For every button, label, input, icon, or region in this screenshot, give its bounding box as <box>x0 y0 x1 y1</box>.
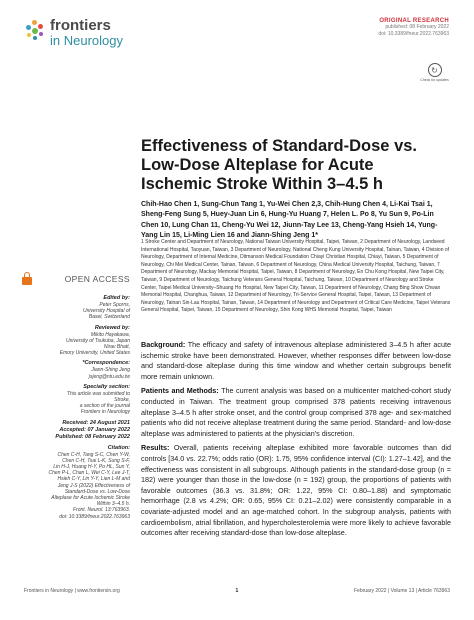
frontiers-dots-icon <box>24 20 46 42</box>
results-label: Results: <box>141 443 170 453</box>
reviewer-line: Mikito Hayakawa, <box>90 331 130 338</box>
citation-line: Chen C-H, Tsai L-K, Sung S-F, <box>62 457 130 464</box>
affiliations: 1 Stroke Center and Department of Neurology, National Taiwan University Hospital, Taipei, Taiwan, 2 Department of Neurology, Landseed International Hospital, Taoyuan, Taiwan, 3 Department of Neurology, National Cheng Kung University Hospital, Tainan, Taiwan, 4 Division of Neurology, Department of Internal Medicine, Ditmanson Medical Foundation Chiayi Christian Hospital, Chiayi, Taiwan, 5 Department of Neurology, Chi Mei Medical Center, Tainan, Taiwan, 6 Department of Neurology, China Medical University Hospital, Taichung, Taiwan, 7 Department of Neurology, Mackay Memorial Hospital, Taipei, Taiwan, 8 Department of Neurology, En Chu Kong Hospital, New Taipei City, Taiwan, 9 Department of Neurology, Taichung Veterans General Hospital, Taichung, Taiwan, 10 Department of Neurology and Stroke Center, Taipei Medical University–Shuang Ho Hospital, New Taipei City, Taiwan, 11 Department of Neurology, Chang Bing Show Chwan Memorial Hospital, Changhua, Taiwan, 12 Department of Neurology, Tri-Service General Hospital, Taipei, Taiwan, 13 Department of Neurology, Tainan Sin-Lau Hospital, Tainan, Taiwan, 14 Department of Neurology and Department of Critical Care Medicine, Taipei Veterans General Hospital, Taipei, Taiwan, 15 Department of Neurology, Shin Kong WHS Memorial Hospital, Taipei, Taiwan <box>141 239 451 314</box>
abstract-results <box>141 443 451 538</box>
abstract-methods <box>141 386 451 439</box>
reviewer-line: Emory University, United States <box>59 350 130 357</box>
article-title: Effectiveness of Standard-Dose vs. Low-Dose Alteplase for Acute Ischemic Stroke Within 3–4.5 h <box>141 137 418 193</box>
correspondence-email[interactable]: jsjeng@ntu.edu.tw <box>88 373 130 380</box>
accepted-date: Accepted: 07 January 2022 <box>59 426 130 433</box>
published-date-sidebar: Published: 08 February 2022 <box>55 433 130 440</box>
citation-line: Hsieh C-Y, Lin Y-Y, Lien L-M and <box>57 476 130 483</box>
frontiers-logo[interactable] <box>24 18 123 47</box>
methods-text: The current analysis was based on a multicenter matched-cohort study conducted in Taiwan. The treatment group comprised 378 patients receiving intravenous alteplase 3–4.5 h after stroke onset, and the control group comprised 378 age- and sex-matched patients who did not receive alteplase treatment during the same period. Standard- and low-dose alteplase was administered to patients at the physician's discretion. <box>141 386 451 438</box>
citation-heading: Citation: <box>107 444 130 451</box>
section-line: Frontiers in Neurology <box>80 409 130 416</box>
reviewed-by-heading: Reviewed by: <box>94 324 130 331</box>
author-list: Chih-Hao Chen 1, Sung-Chun Tang 1, Yu-Wei Chen 2,3, Chih-Hung Chen 4, Li-Kai Tsai 1, Sheng-Feng Sung 5, Huey-Juan Lin 6, Hung-Yu Huang 7, Helen L. Po 8, Yu Sun 9, Po-Lin Chen 10, Lung Chan 11, Cheng-Yu Wei 12, Jiunn-Tay Lee 13, Cheng-Yang Hsieh 14, Yung-Yang Lin 15, Li-Ming Lien 16 and Jiann-Shing Jeng 1* <box>141 201 438 240</box>
citation-line: Jeng J-S (2022) Effectiveness of <box>57 482 130 489</box>
article-type: ORIGINAL RESEARCH <box>379 18 449 24</box>
methods-label: Patients and Methods: <box>141 386 219 396</box>
page-footer <box>24 588 450 594</box>
citation-line: Lin H-J, Huang H-Y, Po HL, Sun Y, <box>53 464 130 471</box>
citation-line: Within 3–4.5 h. <box>96 501 130 508</box>
correspondence-name: Jiann-Shing Jeng <box>91 367 130 374</box>
open-access-banner <box>22 272 130 285</box>
citation-line: Chen C-H, Tang S-C, Chen Y-W, <box>57 451 130 458</box>
article-sidebar <box>22 272 130 520</box>
results-text: Overall, patients receiving alteplase exhibited more favorable outcomes than did controls [34.0 vs. 22.7%; odds ratio (OR): 1.75, 95% confidence interval (CI): 1.27–1.42], and the effectiveness was consistent in all subgroups. Although patients in the standard-dose group (n = 182) were younger than those in the low-dose (n = 192) group, the proportions of patients with favorable outcomes (36.3 vs. 31.8%; OR: 1.22, 95% CI: 0.80–1.88) and symptomatic hemorrhage (2.8 vs 4.2%; OR: 0.65, 95% CI: 0.21–2.02) were consistently comparable in a covariate-adjusted model and an age-matched cohort. In the subgroup analysis, patients with cardioembolism, atrial fibrillation, and hypercholesterolemia were more likely to achieve favorable outcomes after receiving standard-dose than low-dose alteplase. <box>141 443 452 538</box>
edited-by-heading: Edited by: <box>103 295 130 301</box>
article-meta <box>378 18 449 38</box>
editor-line: Basel, Switzerland <box>88 314 130 321</box>
editor-line: Peter Sporns, <box>99 302 130 308</box>
citation-line: Standard-Dose vs. Low-Dose <box>64 488 130 495</box>
citation-doi[interactable]: doi: 10.3389/fneur.2022.763963 <box>59 513 130 520</box>
check-updates-icon: ↻ <box>428 63 442 77</box>
open-lock-icon <box>22 272 32 285</box>
journal-name: in Neurology <box>50 33 123 48</box>
section-line: This article was submitted to <box>66 390 130 397</box>
citation-line: Chen P-L, Chan L, Wei C-Y, Lee J-T, <box>48 470 130 477</box>
correspondence-heading: *Correspondence: <box>82 360 130 367</box>
footer-journal-link[interactable]: Frontiers in Neurology | www.frontiersin.org <box>24 588 120 594</box>
editor-line: University Hospital of <box>83 308 130 315</box>
footer-issue-info: February 2022 | Volume 13 | Article 763963 <box>354 588 450 594</box>
section-line: Stroke, <box>114 397 130 404</box>
received-date: Received: 24 August 2021 <box>62 419 130 426</box>
doi-link[interactable]: doi: 10.3389/fneur.2022.763963 <box>378 31 449 37</box>
published-date: published: 08 February 2022 <box>385 24 449 30</box>
brand-name: frontiers <box>50 17 111 34</box>
check-for-updates-badge[interactable] <box>420 63 449 85</box>
reviewer-line: University of Tsukuba, Japan <box>65 337 130 344</box>
page-number: 1 <box>235 588 239 594</box>
check-updates-label: Check for updates <box>420 78 449 82</box>
reviewer-line: Nirav Bhatt, <box>103 344 130 351</box>
section-line: a section of the journal <box>79 403 130 410</box>
citation-line: Alteplase for Acute Ischemic Stroke <box>51 495 130 502</box>
specialty-section-heading: Specialty section: <box>83 383 130 390</box>
abstract-background <box>141 340 451 382</box>
abstract <box>141 340 451 543</box>
background-label: Background: <box>141 340 186 349</box>
open-access-label: OPEN ACCESS <box>64 273 130 284</box>
citation-line: Front. Neurol. 13:763963. <box>73 507 130 514</box>
background-text: The efficacy and safety of intravenous alteplase administered 3–4.5 h after acute ischemic stroke have been demonstrated. However, whether responses differ between low-dose and standard-dose alteplase during this time window and whether certain subgroups benefit more remain unknown. <box>141 340 451 381</box>
